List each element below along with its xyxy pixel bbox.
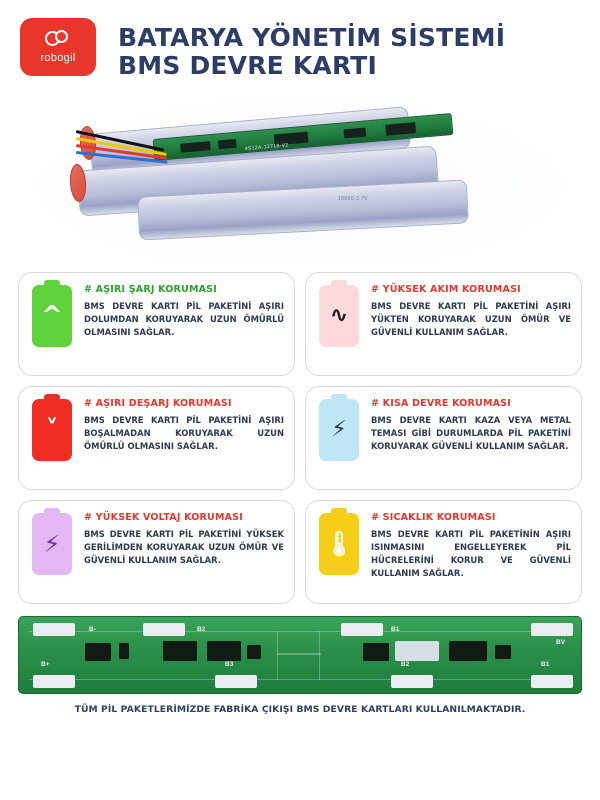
bms-circuit-board-photo [18,616,582,694]
feature-title: # AŞIRI ŞARJ KORUMASI [84,284,217,295]
card-icon-slot [316,511,362,593]
board-pad-label: B3 [225,661,234,668]
feature-description: BMS DEVRE KARTI KAZA VEYA METAL TEMASI GİBİ DURUMLARDA PİL PAKETİNİ KORUYARAK GÜVENLİ KULLANIM SAĞLAR. [371,415,571,452]
battery-overvoltage-icon: ⚡ [32,513,72,575]
board-pad-label: B1 [541,661,550,668]
title-line-2: BMS DEVRE KARTI [118,51,378,80]
feature-card-overcharge [18,272,295,376]
battery-overcurrent-icon: ∿ [319,285,359,347]
feature-title: # KISA DEVRE KORUMASI [371,398,511,409]
feature-title: # YÜKSEK AKIM KORUMASI [371,284,521,295]
board-component [207,641,241,661]
battery-temperature-icon: 🌡 [319,513,359,575]
page-header [0,0,600,86]
board-component [119,643,129,659]
board-component [363,643,389,661]
board-component [449,641,487,661]
logo-circles-icon [45,30,71,50]
board-pad [143,623,185,636]
board-pad-label: B- [89,626,96,633]
card-icon-slot [316,283,362,365]
feature-title: # AŞIRI DEŞARJ KORUMASI [84,398,232,409]
feature-description: BMS DEVRE KARTI PİL PAKETİNİN AŞIRI ISINMASINI ENGELLEYEREK PİL HÜCRELERİNİ KORUR VE GÜVENLİ KULLANIM SAĞLAR. [371,529,571,579]
board-component [395,641,439,661]
board-pad-label: BV [556,639,566,646]
board-component [247,645,261,659]
feature-card-overcurrent [305,272,582,376]
board-pad [33,623,75,636]
feature-card-overdischarge [18,386,295,490]
robogil-logo [20,18,96,76]
cell-print-label: 18650-3.7V [338,196,368,202]
board-pad-label: B2 [401,661,410,668]
feature-description: BMS DEVRE KARTI PİL PAKETİNİ AŞIRI YÜKTEN KORUYARAK UZUN ÖMÜR VE GÜVENLİ KULLANIM SAĞLAR. [371,301,571,338]
feature-card-temperature [305,500,582,604]
board-pad [531,675,573,688]
card-icon-slot [316,397,362,479]
card-icon-slot [29,511,75,593]
feature-card-short-circuit [305,386,582,490]
board-pad [215,675,257,688]
board-print-label: 4S12A-12718-V2 [244,142,289,153]
card-icon-slot [29,283,75,365]
feature-description: BMS DEVRE KARTI PİL PAKETİNİ YÜKSEK GERİLİMDEN KORUYARAK UZUN ÖMÜR VE GÜVENLİ KULLANIM SAĞLAR. [84,529,284,566]
feature-title: # SICAKLIK KORUMASI [371,512,496,523]
battery-overdischarge-icon: ˅ [32,399,72,461]
logo-text: robogil [40,52,76,64]
battery-short-circuit-icon: ⚡ [319,399,359,461]
footer-note: TÜM PİL PAKETLERİMİZDE FABRİKA ÇIKIŞI BMS DEVRE KARTLARI KULLANILMAKTADIR. [74,704,526,715]
card-icon-slot [29,397,75,479]
board-pad-label: B1 [391,626,400,633]
board-component [163,641,197,661]
board-component [495,645,511,659]
board-component [85,643,111,661]
hero-product-image [18,92,582,262]
feature-description: BMS DEVRE KARTI PİL PAKETİNİ AŞIRI BOŞALMADAN KORUYARAK UZUN ÖMÜRLÜ OLMASINI SAĞLAR. [84,415,284,452]
board-pad [33,675,75,688]
page-title [118,18,505,80]
feature-description: BMS DEVRE KARTI PİL PAKETİNİ AŞIRI DOLUMDAN KORUYARAK UZUN ÖMÜRLÜ OLMASINI SAĞLAR. [84,301,284,338]
battery-overcharge-icon: ^ [32,285,72,347]
feature-grid [18,272,582,604]
feature-title: # YÜKSEK VOLTAJ KORUMASI [84,512,243,523]
board-pad [341,623,383,636]
board-pad-label: B2 [197,626,206,633]
title-line-1: BATARYA YÖNETİM SİSTEMİ [118,23,506,52]
board-pad-label: B+ [41,661,50,668]
board-pad [531,623,573,636]
board-pad [391,675,433,688]
feature-card-overvoltage [18,500,295,604]
